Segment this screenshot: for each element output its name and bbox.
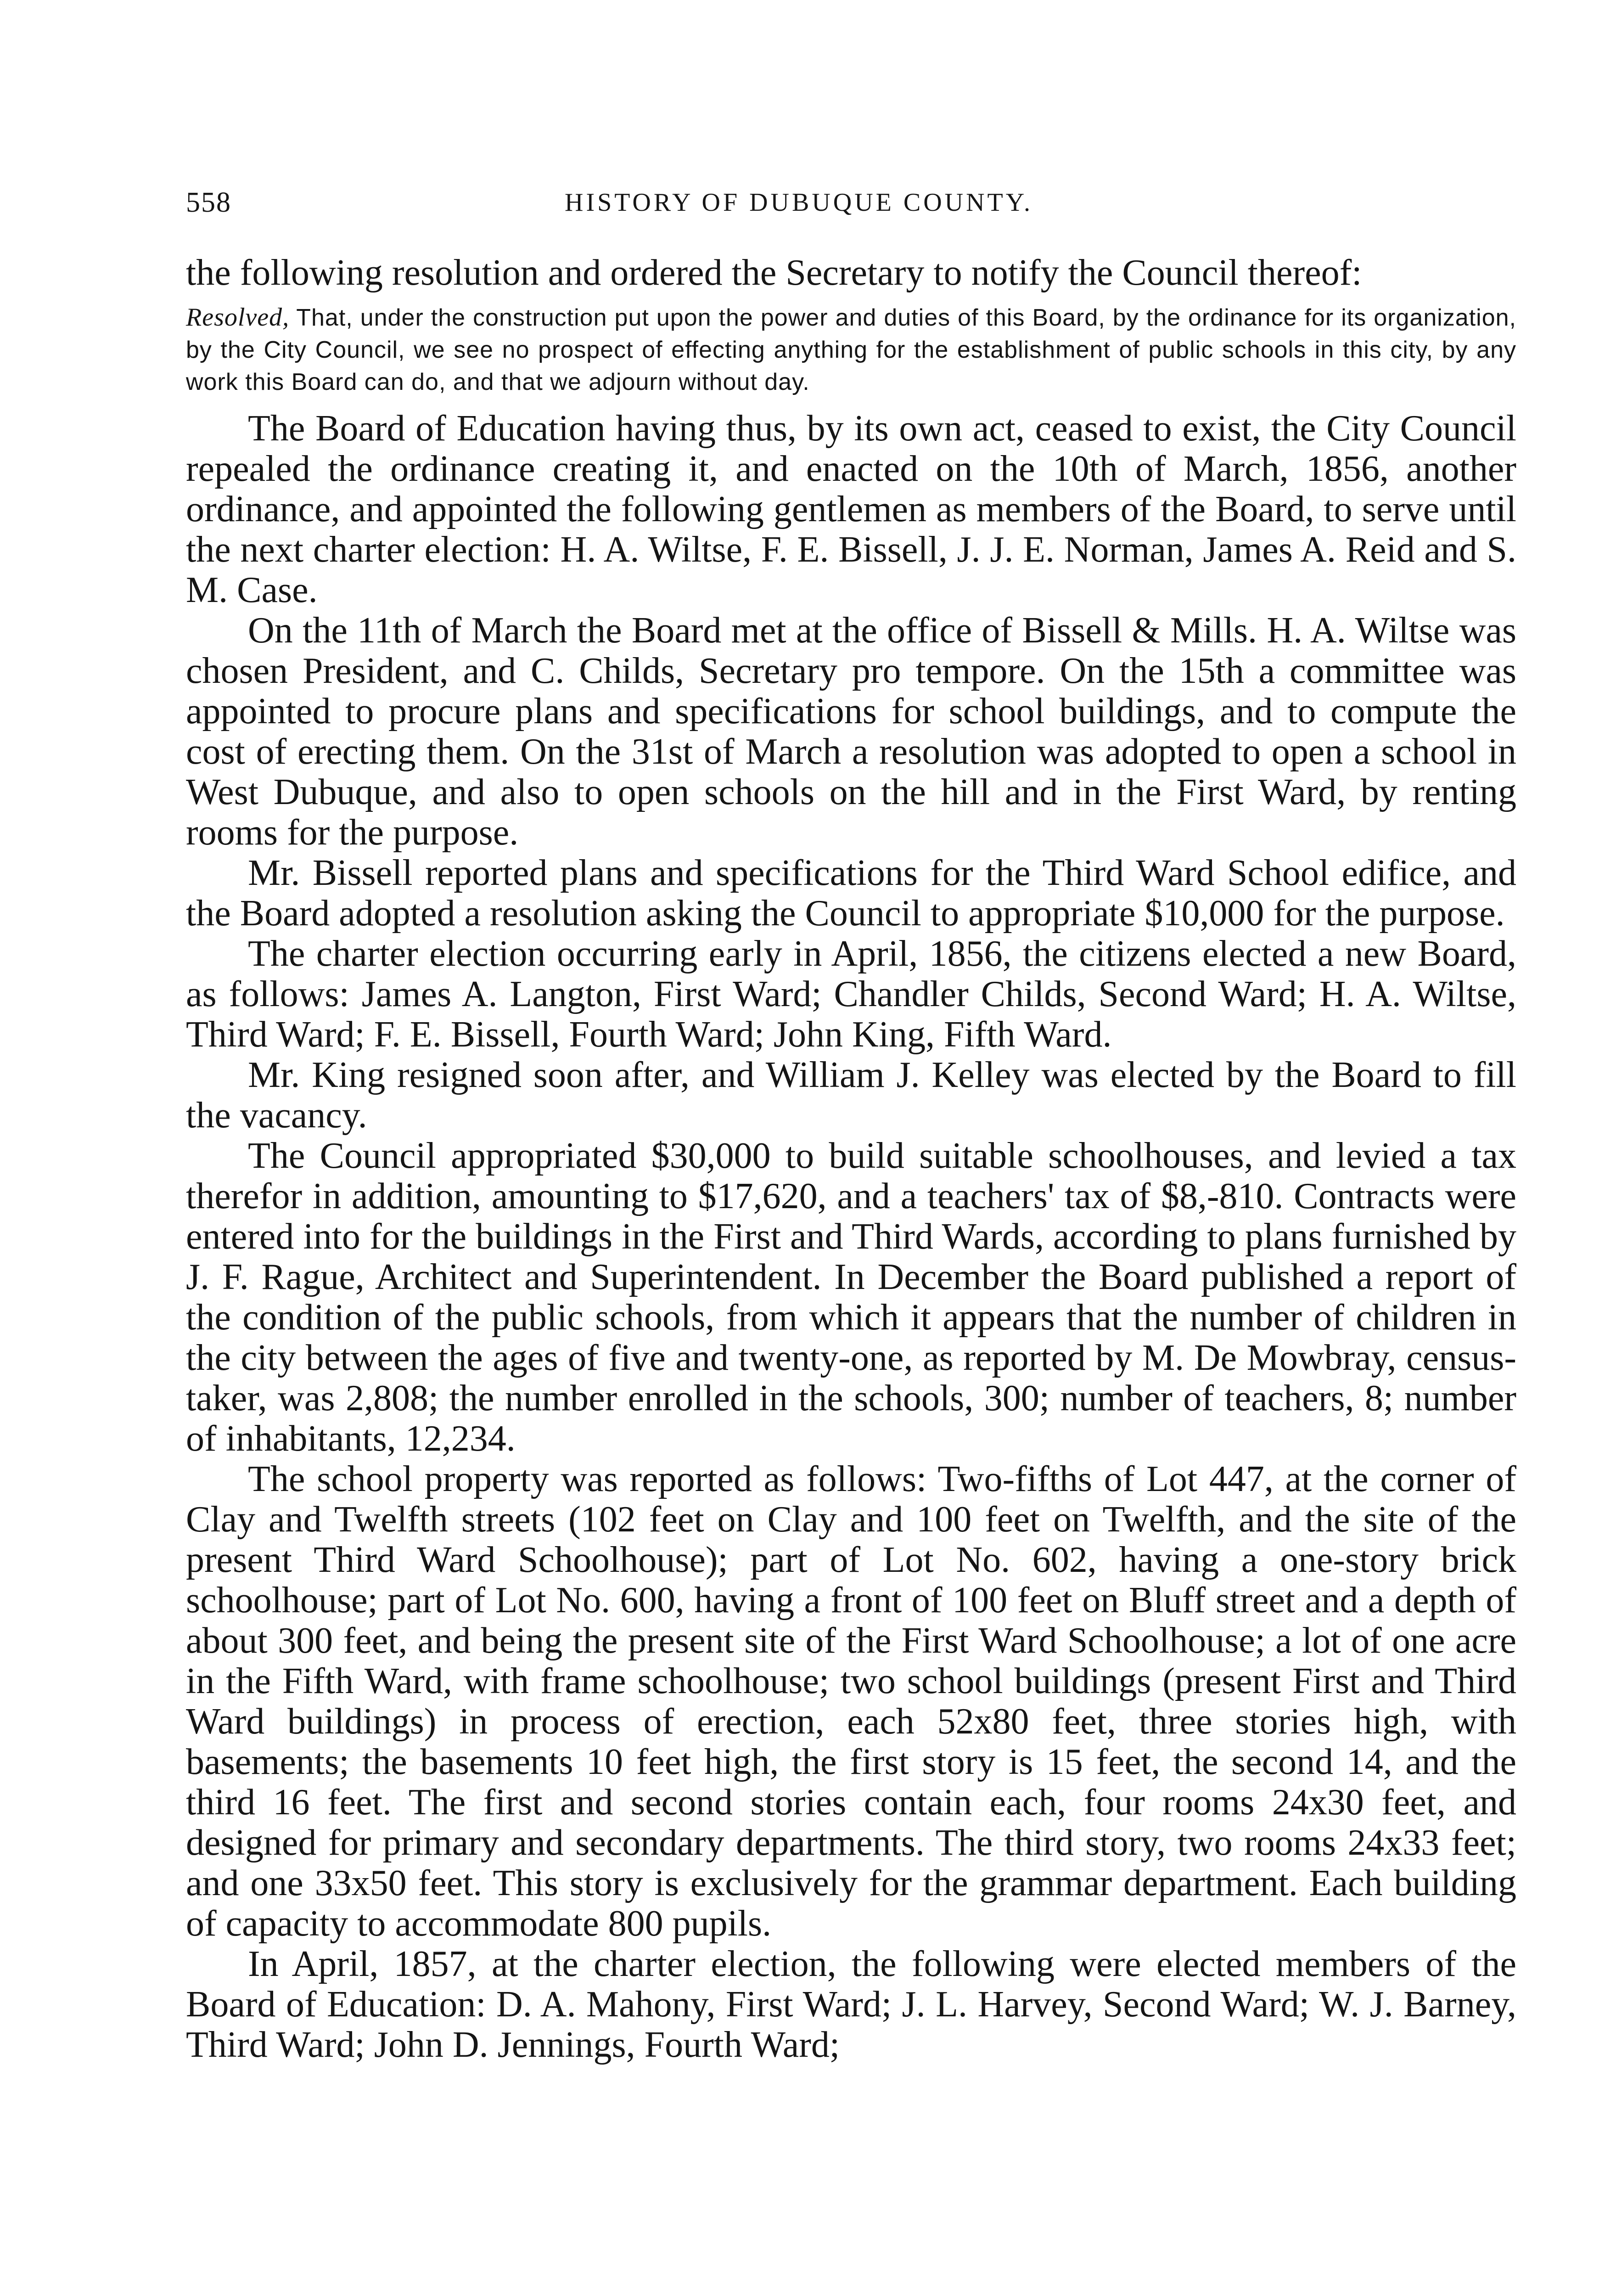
resolution-label: Resolved, <box>186 303 290 332</box>
page-header <box>186 182 1516 223</box>
paragraph: Mr. King resigned soon after, and William J. Kelley was elected by the Board to fill the vacancy. <box>186 1055 1516 1136</box>
paragraph: The charter election occurring early in April, 1856, the citizens elected a new Board, as follows: James A. Langton, First Ward; Chandler Childs, Second Ward; H. A. Wiltse, Third Ward; F. E. Bissell, Fourth Ward; John King, Fifth Ward. <box>186 934 1516 1055</box>
running-title: HISTORY OF DUBUQUE COUNTY. <box>565 188 1033 217</box>
paragraph: On the 11th of March the Board met at the office of Bissell & Mills. H. A. Wiltse was chosen President, and C. Childs, Secretary pro tempore. On the 15th a committee was appointed to procure plans and specifications for school buildings, and to compute the cost of erecting them. On the 31st of March a resolution was adopted to open a school in West Dubuque, and also to open schools on the hill and in the First Ward, by renting rooms for the purpose. <box>186 610 1516 853</box>
resolution-block <box>186 301 1516 398</box>
paragraph: The school property was reported as follows: Two-fifths of Lot 447, at the corner of Clay and Twelfth streets (102 feet on Clay and 100 feet on Twelfth, and the site of the present Third Ward Schoolhouse); part of Lot No. 602, having a one-story brick schoolhouse; part of Lot No. 600, having a front of 100 feet on Bluff street and a depth of about 300 feet, and being the present site of the First Ward Schoolhouse; a lot of one acre in the Fifth Ward, with frame schoolhouse; two school buildings (present First and Third Ward buildings) in process of erection, each 52x80 feet, three stories high, with basements; the basements 10 feet high, the first story is 15 feet, the second 14, and the third 16 feet. The first and second stories contain each, four rooms 24x30 feet, and designed for primary and secondary departments. The third story, two rooms 24x33 feet; and one 33x50 feet. This story is exclusively for the grammar department. Each building of capacity to accommodate 800 pupils. <box>186 1459 1516 1944</box>
paragraph: The Council appropriated $30,000 to build suitable schoolhouses, and levied a tax therefor in addition, amounting to $17,620, and a teachers' tax of $8,-810. Contracts were entered into for the buildings in the First and Third Wards, according to plans furnished by J. F. Rague, Architect and Superintendent. In December the Board published a report of the condition of the public schools, from which it appears that the number of children in the city between the ages of five and twenty-one, as reported by M. De Mowbray, census-taker, was 2,808; the number enrolled in the schools, 300; number of teachers, 8; number of inhabitants, 12,234. <box>186 1136 1516 1459</box>
paragraph: In April, 1857, at the charter election, the following were elected members of the Board of Education: D. A. Mahony, First Ward; J. L. Harvey, Second Ward; W. J. Barney, Third Ward; John D. Jennings, Fourth Ward; <box>186 1944 1516 2065</box>
body-text <box>186 253 1516 2065</box>
resolution-text: That, under the construction put upon the power and duties of this Board, by the ordinance for its organization, by the City Council, we see no prospect of effecting anything for the establishment of public schools in this city, by any work this Board can do, and that we adjourn without day. <box>186 304 1516 395</box>
paragraph: The Board of Education having thus, by its own act, ceased to exist, the City Council repealed the ordinance creating it, and enacted on the 10th of March, 1856, another ordinance, and appointed the following gentlemen as members of the Board, to serve until the next charter election: H. A. Wiltse, F. E. Bissell, J. J. E. Norman, James A. Reid and S. M. Case. <box>186 408 1516 610</box>
page-number: 558 <box>186 187 231 218</box>
paragraph: Mr. Bissell reported plans and specifications for the Third Ward School edifice, and the Board adopted a resolution asking the Council to appropriate $10,000 for the purpose. <box>186 853 1516 934</box>
paragraph-intro: the following resolution and ordered the Secretary to notify the Council thereof: <box>186 253 1362 293</box>
